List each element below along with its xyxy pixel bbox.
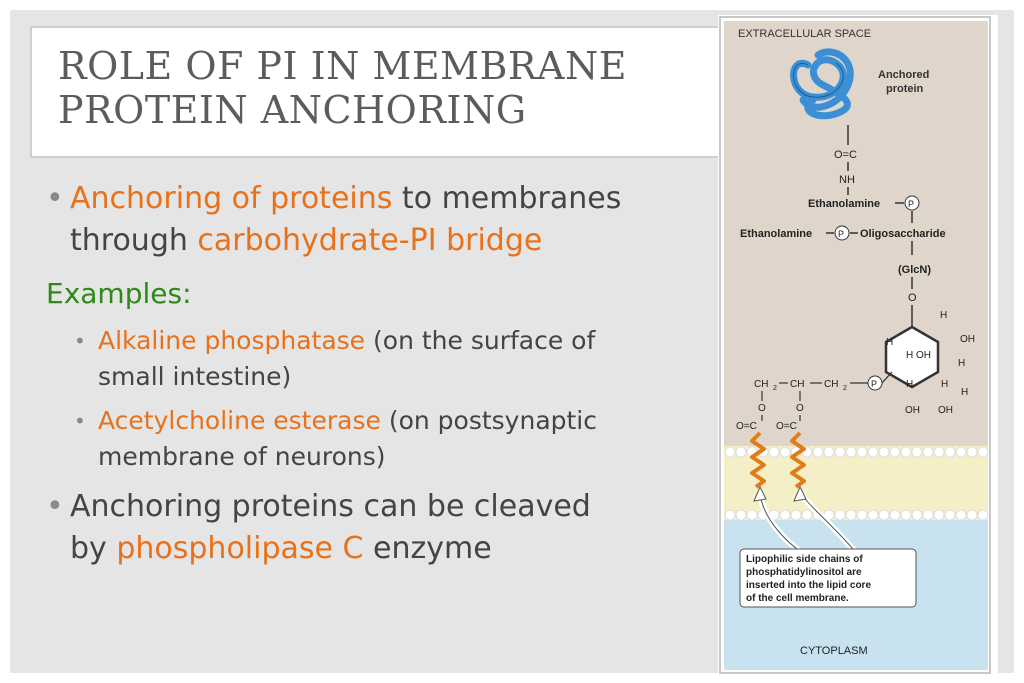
callout-line-1: Lipophilic side chains of bbox=[746, 554, 863, 565]
title-line-1: ROLE OF PI IN MEMBRANE bbox=[58, 44, 627, 88]
bullet2-text: Anchoring proteins can be cleaved bbox=[70, 489, 591, 524]
example1-name: Alkaline phosphatase bbox=[98, 326, 366, 355]
h-label: H bbox=[961, 387, 969, 398]
phosphate-label: P bbox=[908, 199, 915, 209]
callout-line-4: of the cell membrane. bbox=[746, 593, 849, 604]
example2-detail-2: membrane of neurons) bbox=[98, 442, 386, 471]
bullet1-text: to membranes bbox=[392, 181, 622, 216]
ch2-label: CH bbox=[754, 379, 769, 390]
oh-label: OH bbox=[916, 350, 931, 361]
ester-carbonyl-label: O=C bbox=[776, 421, 797, 432]
example1-detail: (on the surface of bbox=[365, 326, 596, 355]
bullet2-highlight: phospholipase C bbox=[116, 531, 364, 566]
oxygen-label: O bbox=[908, 292, 917, 304]
extracellular-label: EXTRACELLULAR SPACE bbox=[738, 28, 872, 40]
phosphate-label: P bbox=[838, 229, 845, 239]
subscript-2: 2 bbox=[773, 385, 777, 392]
ch2-label: CH bbox=[824, 379, 839, 390]
bullet1-highlight: Anchoring of proteins bbox=[70, 181, 393, 216]
h-label: H bbox=[941, 379, 949, 390]
h-label: H bbox=[886, 337, 894, 348]
example1-detail-2: small intestine) bbox=[98, 362, 292, 391]
cytoplasm-label: CYTOPLASM bbox=[800, 645, 868, 657]
slide-title bbox=[58, 44, 627, 132]
anchored-protein-label-1: Anchored bbox=[878, 69, 930, 81]
ethanolamine-label-1: Ethanolamine bbox=[808, 198, 881, 210]
glcn-label: (GlcN) bbox=[898, 264, 931, 276]
bullet1-highlight-2: carbohydrate-PI bridge bbox=[197, 223, 543, 258]
h-label: H bbox=[958, 358, 966, 369]
ch-label: CH bbox=[790, 379, 805, 390]
gpi-anchor-figure bbox=[718, 15, 998, 675]
subscript-2: 2 bbox=[843, 385, 847, 392]
carbonyl-label: O=C bbox=[834, 149, 857, 161]
bullet-anchoring bbox=[46, 178, 706, 262]
example-alkaline-phosphatase bbox=[74, 323, 694, 395]
example2-name: Acetylcholine esterase bbox=[98, 406, 381, 435]
oh-label: OH bbox=[938, 405, 953, 416]
amine-label: NH bbox=[839, 174, 855, 186]
gpi-anchor-diagram bbox=[718, 15, 998, 675]
example-acetylcholine-esterase bbox=[74, 403, 694, 475]
h-label: H bbox=[940, 310, 948, 321]
bullet1-text-2: through bbox=[70, 223, 198, 258]
anchored-protein-label-2: protein bbox=[886, 83, 924, 95]
h-label: H bbox=[906, 350, 914, 361]
oh-label: OH bbox=[960, 334, 975, 345]
oxygen-label: O bbox=[758, 403, 766, 414]
title-line-2: PROTEIN ANCHORING bbox=[58, 88, 527, 132]
oh-label: OH bbox=[905, 405, 920, 416]
bullet-dot: • bbox=[46, 489, 64, 524]
sub-bullet-dot: • bbox=[74, 409, 86, 433]
example2-detail: (on postsynaptic bbox=[380, 406, 598, 435]
bullet2-text-2: by bbox=[70, 531, 117, 566]
callout-line-2: phosphatidylinositol are bbox=[746, 567, 862, 578]
sub-bullet-dot: • bbox=[74, 329, 86, 353]
ethanolamine-label-2: Ethanolamine bbox=[740, 228, 813, 240]
bullet2-text-3: enzyme bbox=[363, 531, 492, 566]
bullet-cleavage bbox=[46, 486, 706, 570]
callout-line-3: inserted into the lipid core bbox=[746, 580, 872, 591]
examples-label: Examples: bbox=[46, 277, 192, 310]
bullet-dot: • bbox=[46, 181, 64, 216]
h-label: H bbox=[906, 379, 914, 390]
phosphate-label: P bbox=[871, 379, 878, 389]
oxygen-label: O bbox=[796, 403, 804, 414]
ester-carbonyl-label: O=C bbox=[736, 421, 757, 432]
oligosaccharide-label: Oligosaccharide bbox=[860, 228, 946, 240]
